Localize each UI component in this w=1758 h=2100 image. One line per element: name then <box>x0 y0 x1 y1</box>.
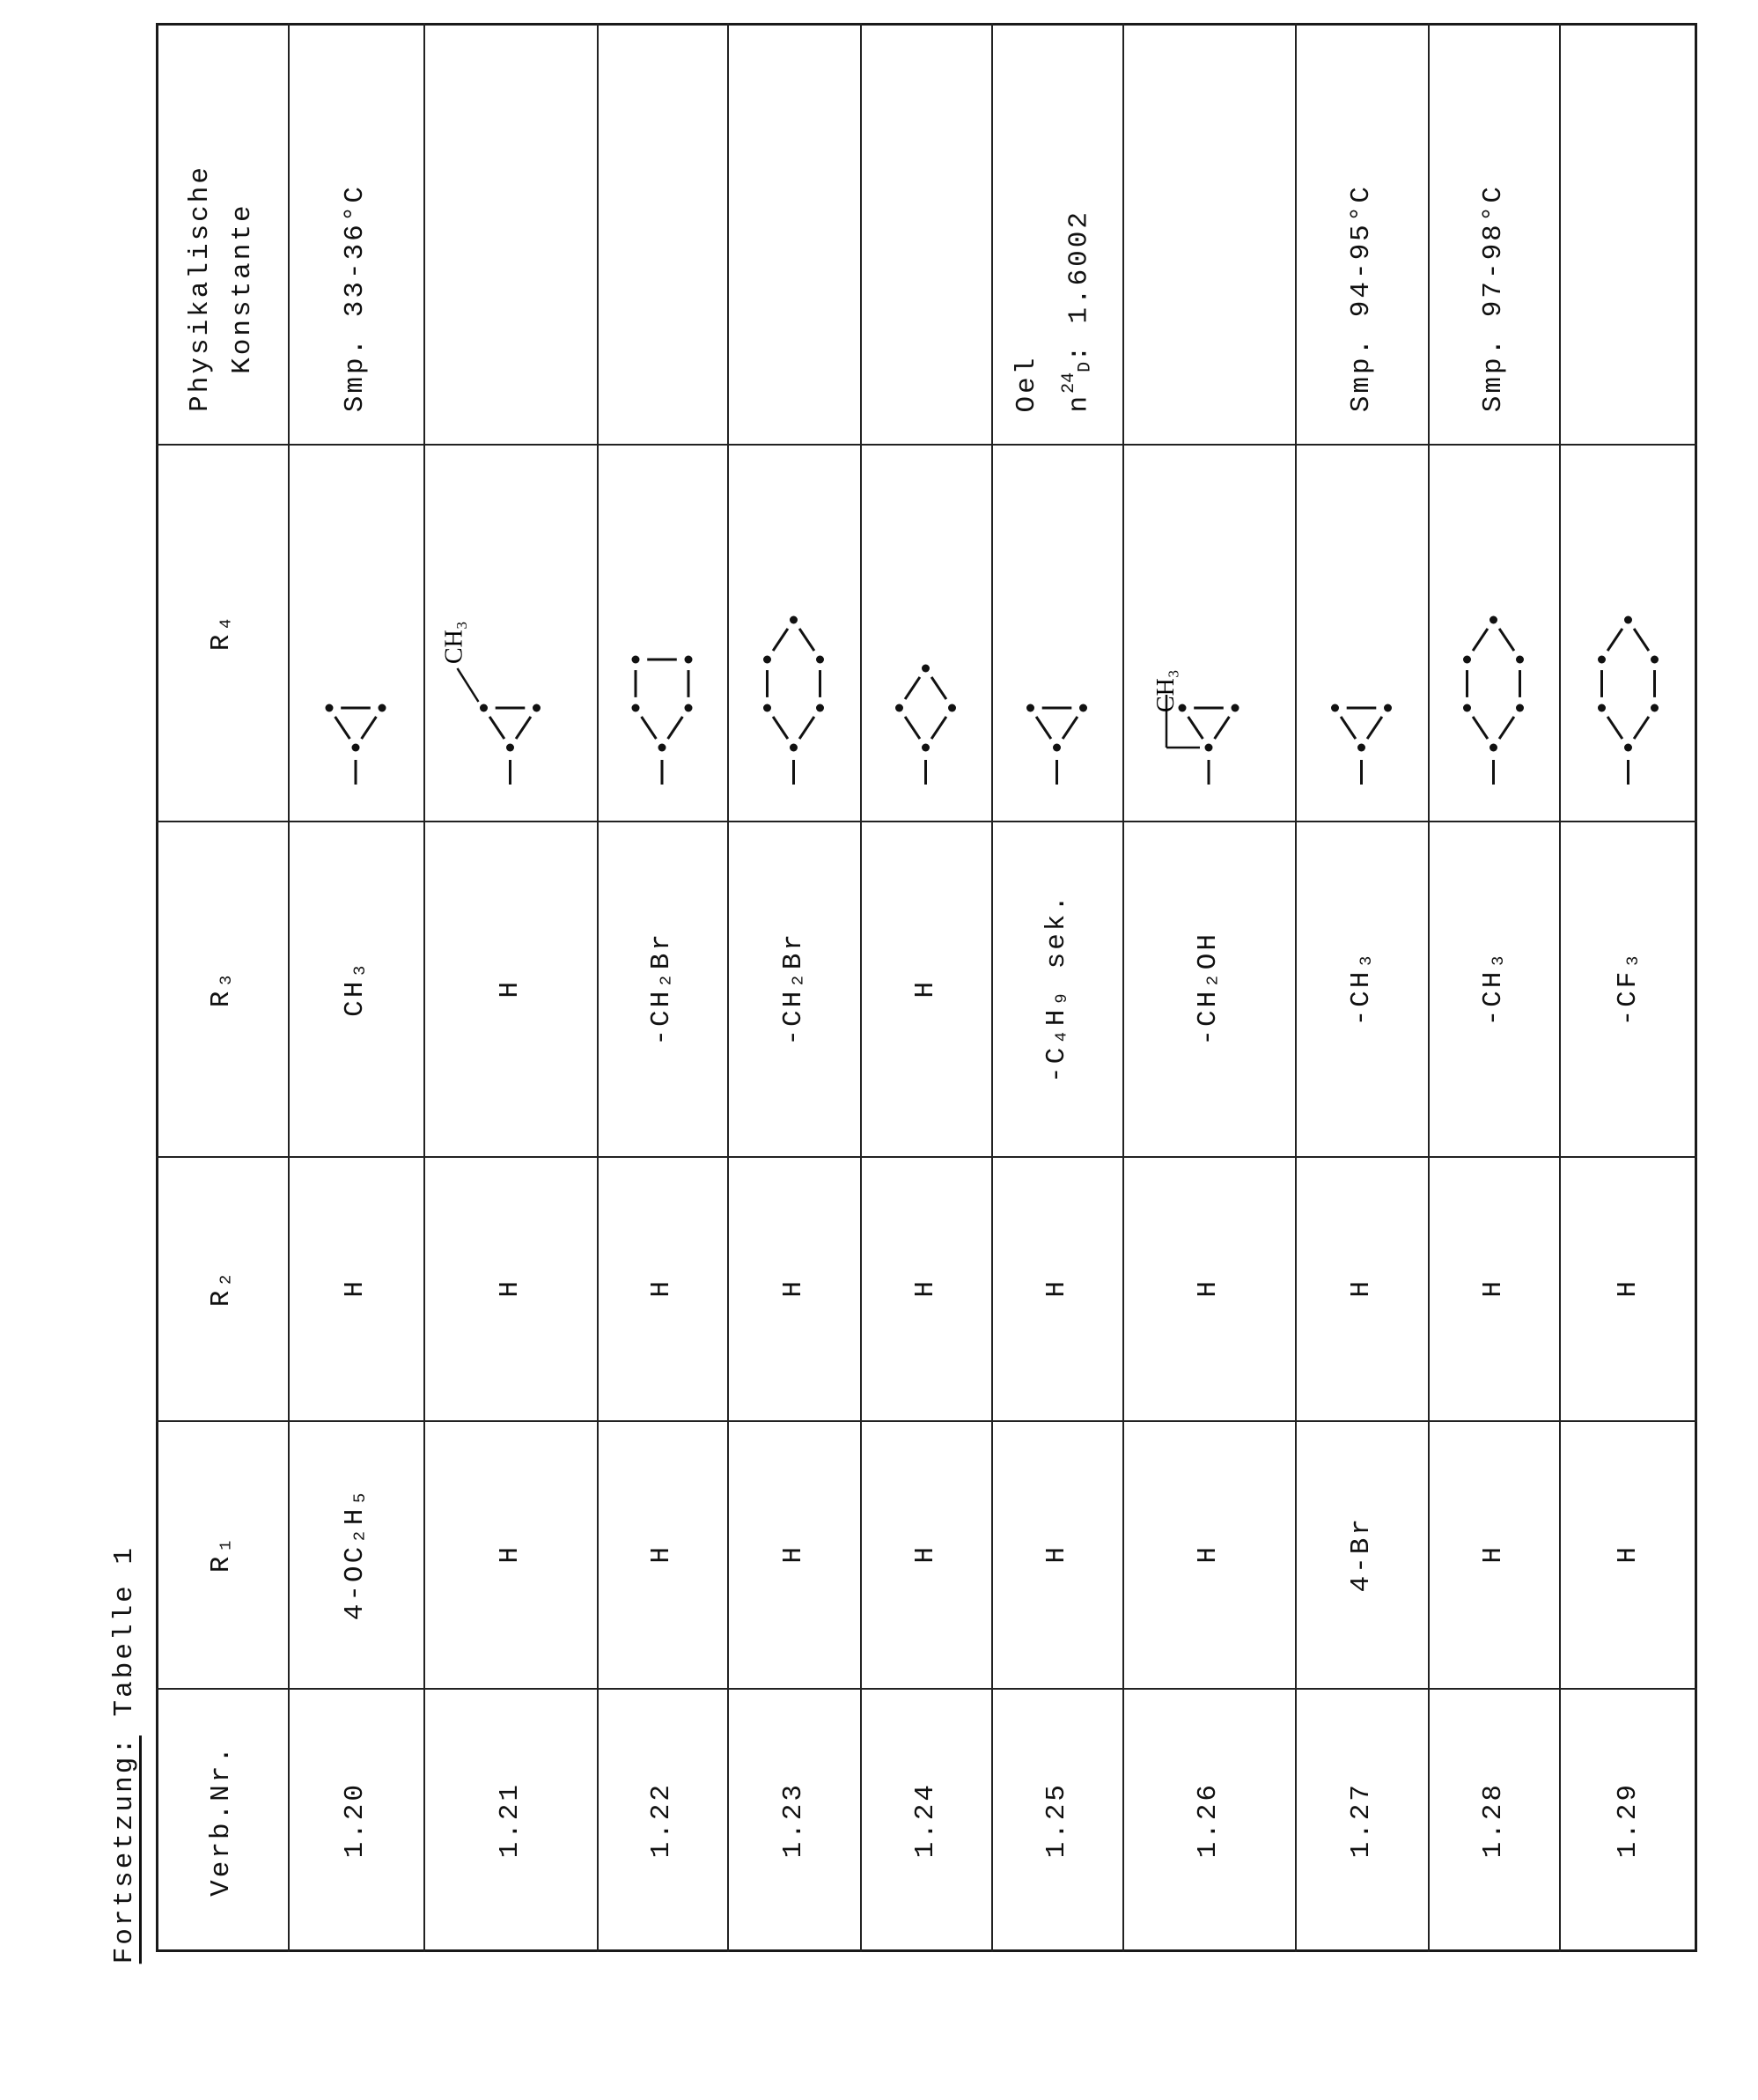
title-label: Fortsetzung: <box>109 1735 140 1964</box>
cell-text: -CH₃ <box>1478 950 1509 1026</box>
cell-text: 4-Br <box>1346 1516 1377 1592</box>
title-text: Tabelle 1 <box>109 1545 140 1716</box>
refractive-index-symbol: n <box>1064 393 1095 412</box>
cell-text: 1.21 <box>495 1782 526 1858</box>
cell-text: -CF₃ <box>1613 950 1644 1026</box>
cell-text: -CH₂Br <box>778 932 809 1046</box>
cell-r4 <box>423 444 597 821</box>
cell-r4 <box>860 444 991 821</box>
cell-r3 <box>1559 821 1697 1156</box>
cell-text: H <box>495 979 526 998</box>
cell-verb <box>860 1688 991 1952</box>
refractive-index-line: D <box>1076 361 1096 372</box>
cell-phys <box>860 23 991 444</box>
header-r1 <box>156 1420 288 1688</box>
header-label: R₃ <box>206 969 237 1007</box>
cell-text: H <box>495 1278 526 1298</box>
phys-text: Smp. 33-36°C <box>340 184 371 412</box>
cell-r3 <box>1122 821 1295 1156</box>
cell-r1 <box>727 1420 860 1688</box>
cell-phys <box>1559 23 1697 444</box>
header-r2 <box>156 1156 288 1420</box>
cell-text: 1.23 <box>778 1782 809 1858</box>
cell-r2 <box>727 1156 860 1420</box>
table-title <box>99 1470 151 1964</box>
cell-text: -CH₂Br <box>646 932 677 1046</box>
cell-phys <box>423 23 597 444</box>
cell-text: H <box>778 1544 809 1564</box>
phys-text: Smp. 97-98°C <box>1478 184 1509 412</box>
cell-verb <box>991 1688 1122 1952</box>
header-phys <box>156 23 288 444</box>
methyl-label: CH₃ <box>441 621 468 664</box>
cell-r2 <box>1428 1156 1559 1420</box>
cell-r3 <box>860 821 991 1156</box>
cell-r3 <box>991 821 1122 1156</box>
cell-phys <box>1295 23 1428 444</box>
cell-r3 <box>1428 821 1559 1156</box>
cell-verb <box>597 1688 727 1952</box>
cell-phys <box>1428 23 1559 444</box>
cell-r2 <box>1122 1156 1295 1420</box>
header-r3 <box>156 821 288 1156</box>
cell-text: H <box>1478 1278 1509 1298</box>
cell-text: H <box>1041 1278 1072 1298</box>
cell-text: H <box>646 1278 677 1298</box>
refractive-index-value: : 1.6002 <box>1064 210 1095 362</box>
header-label: Physikalische <box>185 165 216 412</box>
cell-r4 <box>727 444 860 821</box>
cell-r2 <box>860 1156 991 1420</box>
cell-r1 <box>860 1420 991 1688</box>
cyclopropyl-icon <box>1295 444 1428 821</box>
cell-r4 <box>288 444 423 821</box>
cell-r3 <box>727 821 860 1156</box>
header-label: Verb.Nr. <box>206 1744 237 1897</box>
header-label: R₁ <box>206 1535 237 1573</box>
cyclohexyl-icon <box>727 444 860 821</box>
2-methylcyclopropyl-icon <box>423 444 597 821</box>
cell-text: H <box>1346 1278 1377 1298</box>
cell-text: -CH₂OH <box>1193 932 1224 1046</box>
cell-r2 <box>1295 1156 1428 1420</box>
cell-r1 <box>597 1420 727 1688</box>
cell-phys <box>288 23 423 444</box>
cyclopropyl-icon <box>991 444 1122 821</box>
cell-verb <box>288 1688 423 1952</box>
cell-text: H <box>910 1278 941 1298</box>
cell-r3 <box>423 821 597 1156</box>
cell-phys <box>727 23 860 444</box>
cell-r2 <box>991 1156 1122 1420</box>
cell-phys <box>1122 23 1295 444</box>
cyclopentyl-icon <box>597 444 727 821</box>
cell-text: H <box>340 1278 371 1298</box>
refractive-index-temperature: 24 <box>1059 372 1079 393</box>
cell-r2 <box>1559 1156 1697 1420</box>
cell-text: H <box>1613 1544 1644 1564</box>
cell-r4 <box>1295 444 1428 821</box>
cell-text: H <box>646 1544 677 1564</box>
1-methylcyclopropyl-icon <box>1122 444 1295 821</box>
cell-r3 <box>288 821 423 1156</box>
header-label: R₂ <box>206 1269 237 1307</box>
cell-r4 <box>1428 444 1559 821</box>
cell-r4 <box>991 444 1122 821</box>
cell-verb <box>727 1688 860 1952</box>
cell-r2 <box>288 1156 423 1420</box>
cyclopropyl-icon <box>288 444 423 821</box>
cell-r3 <box>1295 821 1428 1156</box>
cell-text: H <box>1193 1544 1224 1564</box>
cell-r1 <box>423 1420 597 1688</box>
cell-text: -C₄H₉ sek. <box>1041 893 1072 1083</box>
cyclohexyl-icon <box>1559 444 1697 821</box>
cell-text: H <box>910 1544 941 1564</box>
cell-text: 1.22 <box>646 1782 677 1858</box>
cell-text: H <box>778 1278 809 1298</box>
cell-text: CH₃ <box>340 960 371 1017</box>
cell-r4 <box>1559 444 1697 821</box>
cell-r3 <box>597 821 727 1156</box>
cell-text: 1.24 <box>910 1782 941 1858</box>
cell-verb <box>1295 1688 1428 1952</box>
cell-text: 4-OC₂H₅ <box>340 1487 371 1620</box>
header-label: R₄ <box>206 613 237 651</box>
cell-r2 <box>597 1156 727 1420</box>
header-verb <box>156 1688 288 1952</box>
cell-text: H <box>495 1544 526 1564</box>
cell-r1 <box>1559 1420 1697 1688</box>
cell-text: 1.25 <box>1041 1782 1072 1858</box>
cell-text: 1.26 <box>1193 1782 1224 1858</box>
cell-verb <box>423 1688 597 1952</box>
phys-text: Smp. 94-95°C <box>1346 184 1377 412</box>
cell-text: -CH₃ <box>1346 950 1377 1026</box>
cyclobutyl-icon <box>860 444 991 821</box>
cell-text: 1.28 <box>1478 1782 1509 1858</box>
cell-text: 1.20 <box>340 1782 371 1858</box>
cell-text: H <box>1613 1278 1644 1298</box>
cell-r1 <box>1122 1420 1295 1688</box>
cell-text: H <box>1193 1278 1224 1298</box>
methyl-label: CH₃ <box>1152 669 1180 712</box>
cell-verb <box>1559 1688 1697 1952</box>
cell-text: 1.29 <box>1613 1782 1644 1858</box>
phys-text: Oel <box>1011 355 1042 412</box>
cell-text: H <box>1041 1544 1072 1564</box>
cell-phys <box>991 23 1122 444</box>
cell-verb <box>1428 1688 1559 1952</box>
cell-text: H <box>910 979 941 998</box>
cyclohexyl-icon <box>1428 444 1559 821</box>
cell-r2 <box>423 1156 597 1420</box>
cell-phys <box>597 23 727 444</box>
header-r4 <box>156 444 288 821</box>
cell-r4 <box>1122 444 1295 821</box>
cell-verb <box>1122 1688 1295 1952</box>
cell-r1 <box>1428 1420 1559 1688</box>
cell-r4 <box>597 444 727 821</box>
cell-r1 <box>1295 1420 1428 1688</box>
cell-r1 <box>991 1420 1122 1688</box>
header-label: Konstante <box>227 203 258 373</box>
cell-r1 <box>288 1420 423 1688</box>
cell-text: H <box>1478 1544 1509 1564</box>
cell-text: 1.27 <box>1346 1782 1377 1858</box>
